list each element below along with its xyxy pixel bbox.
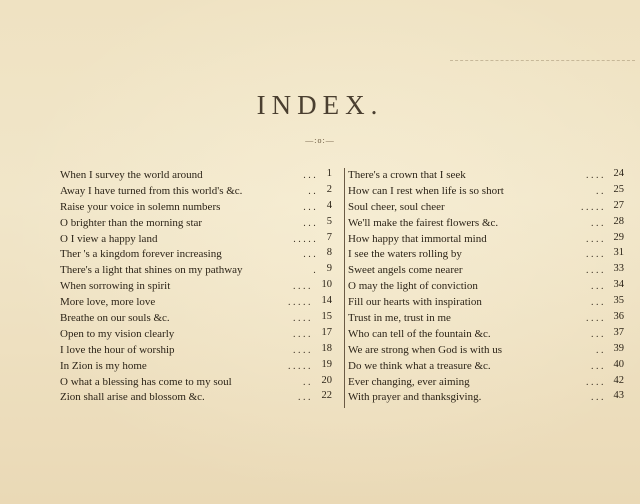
entry-title: How happy that immortal mind bbox=[348, 232, 487, 245]
index-entry bbox=[348, 263, 628, 279]
leader-dots: . . . bbox=[591, 360, 604, 372]
leader-dots: . . . . bbox=[293, 344, 311, 356]
leader-dots: . . bbox=[303, 376, 311, 388]
page-number: 5 bbox=[326, 215, 332, 227]
leader-dots: . . bbox=[308, 185, 316, 197]
leader-dots: . . . bbox=[303, 249, 316, 261]
entry-title: Soul cheer, soul cheer bbox=[348, 200, 445, 213]
entry-title: O I view a happy land bbox=[60, 232, 158, 245]
page-number: 33 bbox=[613, 263, 624, 275]
entry-title: I see the waters rolling by bbox=[348, 248, 462, 261]
leader-dots: . . . . bbox=[586, 376, 604, 388]
leader-dots: . . . . bbox=[586, 313, 604, 325]
page-number: 4 bbox=[326, 199, 332, 211]
index-entry bbox=[348, 343, 628, 359]
entry-title: Fill our hearts with inspiration bbox=[348, 296, 482, 309]
entry-title: Do we think what a treasure &c. bbox=[348, 359, 491, 372]
leader-dots: . . . bbox=[298, 392, 311, 404]
leader-dots: . . . bbox=[303, 170, 316, 181]
entry-title: When sorrowing in spirit bbox=[60, 280, 171, 293]
index-entry bbox=[348, 295, 628, 311]
entry-title: Open to my vision clearly bbox=[60, 327, 175, 340]
index-entry bbox=[348, 232, 628, 248]
page-number: 36 bbox=[613, 311, 624, 323]
entry-title: Zion shall arise and blossom &c. bbox=[60, 391, 205, 404]
entry-title: Breathe on our souls &c. bbox=[60, 312, 170, 325]
index-entry bbox=[348, 279, 628, 295]
page-number: 18 bbox=[321, 342, 332, 354]
page-number: 15 bbox=[321, 311, 332, 323]
index-entry bbox=[60, 216, 335, 232]
leader-dots: . . . . . bbox=[288, 360, 311, 372]
leader-dots: . bbox=[313, 265, 316, 277]
page-number: 9 bbox=[326, 263, 332, 275]
entry-title: There's a crown that I seek bbox=[348, 169, 466, 181]
index-entry bbox=[60, 390, 335, 406]
leader-dots: . . . bbox=[591, 281, 604, 293]
page-number: 2 bbox=[326, 183, 332, 195]
index-entry bbox=[348, 375, 628, 391]
index-entry bbox=[60, 200, 335, 216]
entry-title: More love, more love bbox=[60, 296, 156, 309]
entry-title: O what a blessing has come to my soul bbox=[60, 375, 232, 388]
page-number: 29 bbox=[613, 231, 624, 243]
leader-dots: . . . bbox=[591, 392, 604, 404]
index-entry bbox=[60, 295, 335, 311]
index-entry bbox=[348, 311, 628, 327]
page-number: 43 bbox=[613, 390, 624, 402]
page-number: 20 bbox=[321, 374, 332, 386]
page-number: 27 bbox=[613, 199, 624, 211]
leader-dots: . . bbox=[596, 344, 604, 356]
index-entry bbox=[60, 247, 335, 263]
index-entry bbox=[60, 359, 335, 375]
leader-dots: . . . bbox=[591, 217, 604, 229]
page-number: 42 bbox=[613, 374, 624, 386]
entry-title: We are strong when God is with us bbox=[348, 343, 503, 356]
entry-title: O brighter than the morning star bbox=[60, 216, 203, 229]
dashed-rule bbox=[450, 60, 635, 62]
page-title: INDEX. bbox=[256, 90, 384, 120]
entry-title: When I survey the world around bbox=[60, 169, 203, 181]
leader-dots: . . bbox=[596, 185, 604, 197]
page-number: 7 bbox=[326, 231, 332, 243]
page-number: 39 bbox=[613, 342, 624, 354]
page-number: 28 bbox=[613, 215, 624, 227]
leader-dots: . . . bbox=[591, 297, 604, 309]
page-number: 25 bbox=[613, 183, 624, 195]
entry-title: With prayer and thanksgiving. bbox=[348, 391, 482, 404]
index-entry bbox=[348, 184, 628, 200]
leader-dots: . . . . bbox=[293, 281, 311, 293]
leader-dots: . . . . bbox=[293, 313, 311, 325]
leader-dots: . . . bbox=[303, 201, 316, 213]
index-entry bbox=[60, 279, 335, 295]
page-number: 34 bbox=[613, 279, 624, 291]
index-entry bbox=[60, 232, 335, 248]
index-entry bbox=[348, 327, 628, 343]
entry-title: Raise your voice in solemn numbers bbox=[60, 200, 221, 213]
index-entry bbox=[60, 375, 335, 391]
leader-dots: . . . . bbox=[586, 265, 604, 277]
page-number: 10 bbox=[321, 279, 332, 291]
leader-dots: . . . bbox=[591, 328, 604, 340]
leader-dots: . . . . . bbox=[288, 297, 311, 309]
entry-title: Ever changing, ever aiming bbox=[348, 375, 470, 388]
entry-title: In Zion is my home bbox=[60, 359, 147, 372]
entry-title: Ther 's a kingdom forever increasing bbox=[60, 248, 222, 261]
page-number: 35 bbox=[613, 295, 624, 307]
entry-title: How can I rest when life is so short bbox=[348, 184, 504, 197]
page-number: 14 bbox=[321, 295, 332, 307]
index-entry bbox=[60, 263, 335, 279]
leader-dots: . . . . bbox=[586, 170, 604, 181]
leader-dots: . . . . bbox=[293, 328, 311, 340]
index-entry bbox=[60, 311, 335, 327]
index-entry bbox=[60, 184, 335, 200]
index-entry bbox=[348, 390, 628, 406]
page-number: 24 bbox=[613, 168, 624, 179]
leader-dots: . . . . . bbox=[293, 233, 316, 245]
index-entry bbox=[348, 359, 628, 375]
page-number: 22 bbox=[321, 390, 332, 402]
right-index-column bbox=[348, 168, 628, 406]
leader-dots: . . . . bbox=[586, 233, 604, 245]
left-index-column bbox=[60, 168, 335, 406]
leader-dots: . . . . . bbox=[581, 201, 604, 213]
column-divider bbox=[344, 168, 345, 408]
page-number: 37 bbox=[613, 326, 624, 338]
entry-title: Trust in me, trust in me bbox=[348, 312, 451, 325]
title-ornament: —:o:— bbox=[305, 136, 335, 145]
index-entry bbox=[348, 200, 628, 216]
index-entry bbox=[348, 247, 628, 263]
page-number: 40 bbox=[613, 358, 624, 370]
entry-title: I love the hour of worship bbox=[60, 343, 175, 356]
leader-dots: . . . bbox=[303, 217, 316, 229]
index-entry bbox=[60, 343, 335, 359]
leader-dots: . . . . bbox=[586, 249, 604, 261]
page-number: 8 bbox=[326, 247, 332, 259]
entry-title: We'll make the fairest flowers &c. bbox=[348, 216, 499, 229]
page-number: 17 bbox=[321, 326, 332, 338]
entry-title: Sweet angels come nearer bbox=[348, 264, 463, 277]
index-entry bbox=[60, 327, 335, 343]
page-number: 1 bbox=[326, 168, 332, 179]
page-number: 19 bbox=[321, 358, 332, 370]
index-entry bbox=[348, 168, 628, 184]
index-entry bbox=[60, 168, 335, 184]
page-number: 31 bbox=[613, 247, 624, 259]
entry-title: Away I have turned from this world's &c. bbox=[60, 184, 243, 197]
index-entry bbox=[348, 216, 628, 232]
entry-title: Who can tell of the fountain &c. bbox=[348, 327, 491, 340]
entry-title: There's a light that shines on my pathway bbox=[60, 264, 243, 277]
entry-title: O may the light of conviction bbox=[348, 280, 478, 293]
